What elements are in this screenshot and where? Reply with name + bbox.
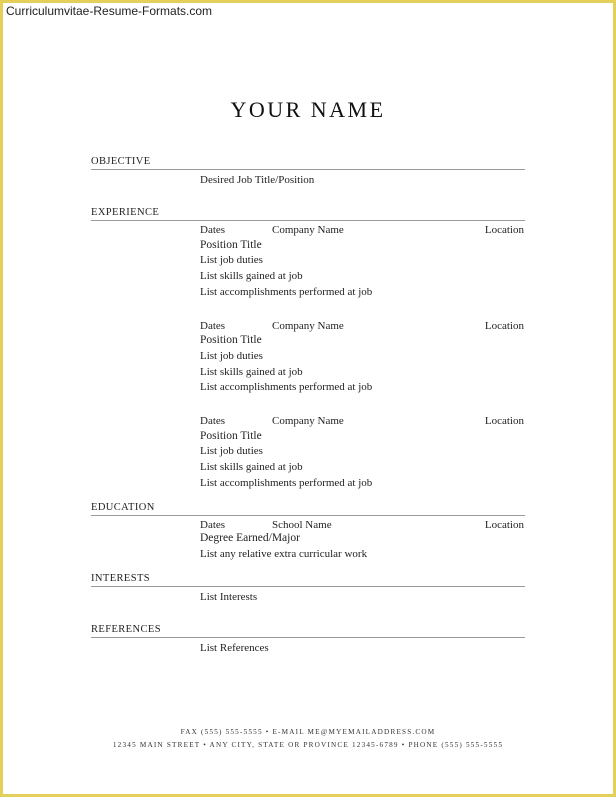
references-text: List References bbox=[200, 642, 269, 654]
experience-heading: EXPERIENCE bbox=[91, 207, 160, 218]
education-degree: Degree Earned/Major bbox=[200, 532, 300, 544]
entry-location: Location bbox=[484, 320, 524, 332]
entry-position: Position Title bbox=[200, 239, 262, 251]
objective-heading: OBJECTIVE bbox=[91, 156, 151, 167]
entry-skills: List skills gained at job bbox=[200, 270, 303, 282]
references-rule bbox=[91, 637, 525, 638]
entry-duties: List job duties bbox=[200, 254, 263, 266]
entry-accomplishments: List accomplishments performed at job bbox=[200, 286, 373, 298]
objective-text: Desired Job Title/Position bbox=[200, 174, 315, 186]
entry-accomplishments: List accomplishments performed at job bbox=[200, 477, 373, 489]
entry-dates: Dates bbox=[200, 415, 226, 427]
entry-duties: List job duties bbox=[200, 350, 263, 362]
entry-accomplishments: List accomplishments performed at job bbox=[200, 381, 373, 393]
entry-position: Position Title bbox=[200, 334, 262, 346]
entry-company: Company Name bbox=[272, 224, 344, 236]
entry-skills: List skills gained at job bbox=[200, 366, 303, 378]
education-school: School Name bbox=[272, 519, 332, 531]
education-rule bbox=[91, 515, 525, 516]
entry-skills: List skills gained at job bbox=[200, 461, 303, 473]
objective-rule bbox=[91, 169, 525, 170]
education-dates: Dates bbox=[200, 519, 226, 531]
entry-duties: List job duties bbox=[200, 445, 263, 457]
education-extra: List any relative extra curricular work bbox=[200, 548, 368, 560]
education-location: Location bbox=[484, 519, 524, 531]
watermark: Curriculumvitae-Resume-Formats.com bbox=[6, 4, 213, 18]
experience-rule bbox=[91, 220, 525, 221]
interests-text: List Interests bbox=[200, 591, 258, 603]
references-heading: REFERENCES bbox=[91, 624, 161, 635]
entry-dates: Dates bbox=[200, 224, 226, 236]
interests-heading: INTERESTS bbox=[91, 573, 151, 584]
footer-address-line: 12345 MAIN STREET • ANY CITY, STATE OR PROVINCE 12345-6789 • PHONE (555) 555-5555 bbox=[112, 741, 504, 749]
entry-company: Company Name bbox=[272, 415, 344, 427]
education-heading: EDUCATION bbox=[91, 502, 155, 513]
entry-location: Location bbox=[484, 415, 524, 427]
entry-dates: Dates bbox=[200, 320, 226, 332]
entry-company: Company Name bbox=[272, 320, 344, 332]
entry-position: Position Title bbox=[200, 430, 262, 442]
footer-contact-line: FAX (555) 555-5555 • E-MAIL ME@MYEMAILADDRESS.COM bbox=[180, 728, 436, 736]
resume-name: YOUR NAME bbox=[230, 97, 386, 122]
interests-rule bbox=[91, 586, 525, 587]
entry-location: Location bbox=[484, 224, 524, 236]
